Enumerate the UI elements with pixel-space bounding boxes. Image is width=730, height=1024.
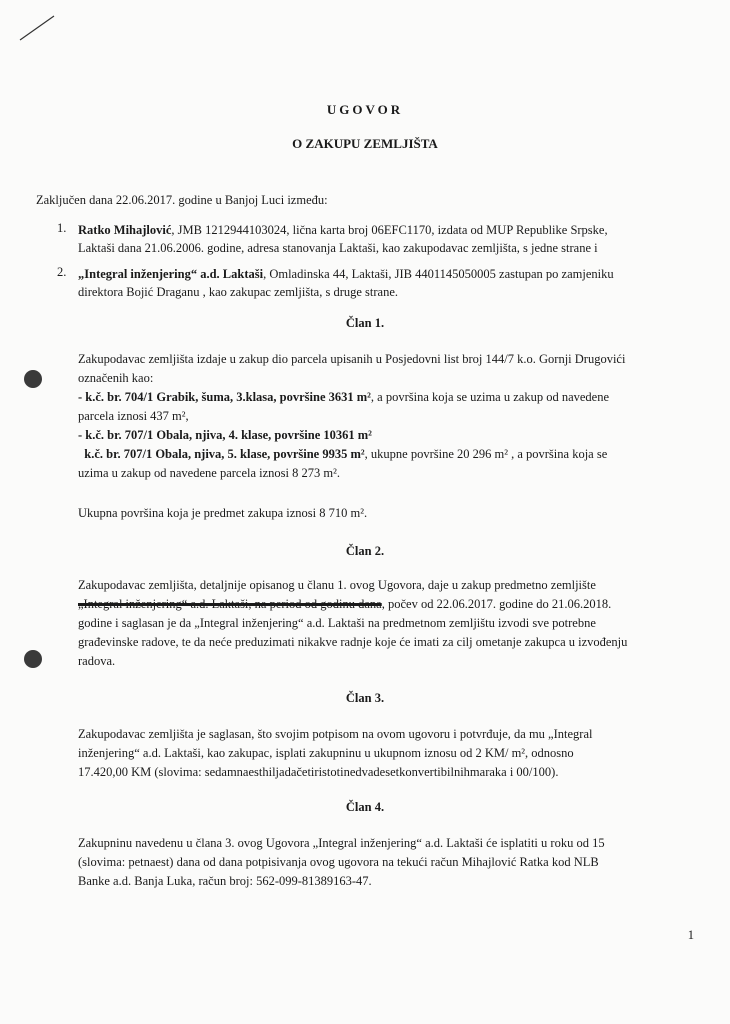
text-line: Zakupodavac zemljišta, detaljnije opisanog u članu 1. ovog Ugovora, daje u zakup predmetno zemljište [78,578,596,592]
parcel-707-1-class4: - k.č. br. 707/1 Obala, njiva, 4. klase, površine 10361 m² [78,428,372,442]
total-area-line: Ukupna površina koja je predmet zakupa iznosi 8 710 m². [78,506,368,520]
article-4-body [78,834,700,891]
text-line: 17.420,00 KM (slovima: sedamnaesthiljadačetiristotinedvadesetkonvertibilnihmaraka i 00/100). [78,765,559,779]
text-line: (slovima: petnaest) dana od dana potpisivanja ovog ugovora na tekući račun Mihajlović Ratka kod NLB [78,855,599,869]
party-details-line2: Laktaši dana 21.06.2006. godine, adresa stanovanja Laktaši, kao zakupodavac zemljišta, s jedne strane i [78,241,598,255]
article-3-body [78,725,700,782]
document-title: UGOVOR [326,102,404,117]
text-line: Banke a.d. Banja Luka, račun broj: 562-099-81389163-47. [78,874,372,888]
page-number: 1 [687,928,694,942]
party-details: , Omladinska 44, Laktaši, JIB 4401145050005 zastupan po zamjeniku [263,267,614,281]
article-2-heading: Član 2. [345,544,385,558]
party-name: Ratko Mihajlović [78,223,172,237]
text-line: građevinske radove, te da neće preduzimati nikakve radnje koje će imati za cilj ometanje zakupca u izvođenju [78,635,628,649]
text-line: , počev od 22.06.2017. godine do 21.06.2018. [381,597,612,611]
article-1-body [78,350,700,483]
text-line: parcela iznosi 437 m², [78,409,189,423]
party-2 [78,265,698,301]
party-details: , JMB 1212944103024, lična karta broj 06EFC1170, izdata od MUP Republike Srpske, [171,223,608,237]
punch-hole [24,370,42,388]
article-4-heading: Član 4. [345,800,385,814]
party-name: „Integral inženjering“ a.d. Laktaši [78,267,264,281]
text-line: označenih kao: [78,371,154,385]
parcel-704-1: - k.č. br. 704/1 Grabik, šuma, 3.klasa, površine 3631 m² [78,390,371,404]
punch-hole [24,650,42,668]
text-line: Zakupodavac zemljišta je saglasan, što svojim potpisom na ovom ugovoru i potvrđuje, da mu „Integral [78,727,593,741]
text-line: Zakupninu navedenu u člana 3. ovog Ugovora „Integral inženjering“ a.d. Laktaši će isplatiti u roku od 15 [78,836,605,850]
party-number: 1. [57,221,67,235]
article-3-heading: Član 3. [345,691,385,705]
struck-text: „Integral inženjering“ a.d. Laktaši, na period od godinu dana [78,597,382,611]
text-line: Zakupodavac zemljišta izdaje u zakup dio parcela upisanih u Posjedovni list broj 144/7 k.o. Gornji Drugovići [78,352,626,366]
pen-stroke-mark [18,12,58,42]
text-line: , ukupne površine 20 296 m² , a površina koja se [364,447,608,461]
text-line: inženjering“ a.d. Laktaši, kao zakupac, isplati zakupninu u ukupnom iznosu od 2 KM/ m², odnosno [78,746,574,760]
document-subtitle: O ZAKUPU ZEMLJIŠTA [292,136,438,151]
text-line: uzima u zakup od navedene parcela iznosi 8 273 m². [78,466,340,480]
text-line: godine i saglasan je da „Integral inženjering“ a.d. Laktaši na predmetnom zemljištu izvodi sve potrebne [78,616,596,630]
party-1 [78,221,698,257]
text-line: , a površina koja se uzima u zakup od navedene [370,390,610,404]
party-number: 2. [57,265,67,279]
article-1-heading: Član 1. [345,316,385,330]
article-2-body [78,576,700,671]
text-line: radova. [78,654,116,668]
parcel-707-1-class5: k.č. br. 707/1 Obala, njiva, 5. klase, površine 9935 m² [84,447,365,461]
party-details-line2: direktora Bojić Draganu , kao zakupac zemljišta, s druge strane. [78,285,399,299]
intro-line: Zaključen dana 22.06.2017. godine u Banjoj Luci između: [36,193,328,207]
